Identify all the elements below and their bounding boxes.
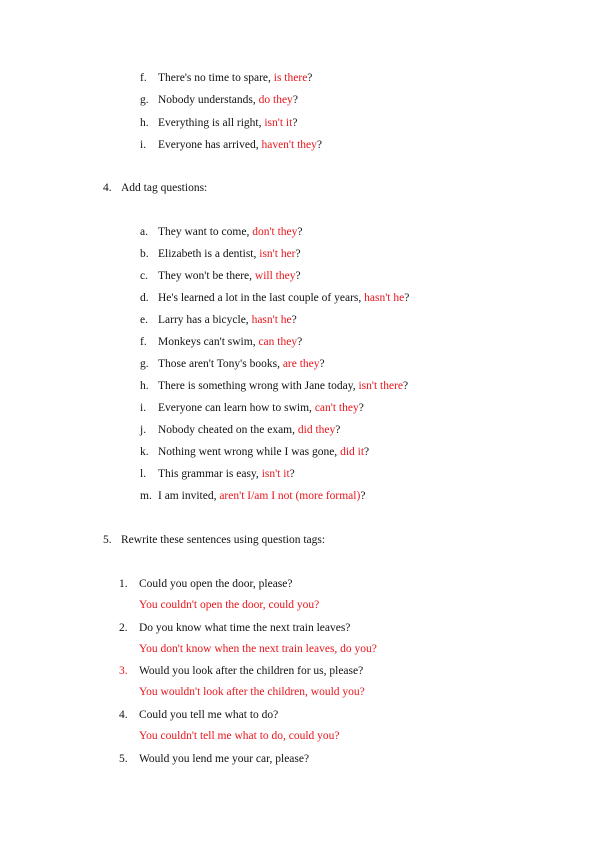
item-text: Monkeys can't swim, [158,336,259,348]
tag-answer: is there [273,72,308,84]
tag-answer: did they [297,424,336,436]
list-marker: h. [140,380,149,392]
list-marker: g. [140,94,149,106]
list-marker: f. [140,72,147,84]
item-text: They won't be there, [158,270,255,282]
tag-answer: aren't I/am I not (more formal) [219,490,361,502]
list-marker: j. [140,424,147,436]
item-end: ? [403,380,409,392]
item-end: ? [364,446,370,458]
list-item [158,357,325,371]
item-text: He's learned a lot in the last couple of years, [158,292,365,304]
list-marker: h. [140,117,149,129]
item-text: Everyone can learn how to swim, [158,402,315,414]
item-end: ? [404,292,410,304]
item-text: Nobody cheated on the exam, [158,424,298,436]
item-end: ? [360,490,366,502]
tag-answer: are they [282,358,320,370]
list-item [158,291,409,305]
list-marker: 3. [119,665,128,677]
tag-answer: hasn't he [251,314,292,326]
list-item [158,247,301,261]
list-marker: i. [140,139,147,151]
list-item [158,225,303,239]
item-text: Nobody understands, [158,94,259,106]
item-text: Larry has a bicycle, [158,314,252,326]
item-text: Everyone has arrived, [158,139,262,151]
question-text: Could you open the door, please? [139,578,293,590]
list-marker: l. [140,468,147,480]
item-text: Nothing went wrong while I was gone, [158,446,341,458]
list-marker: 1. [119,578,128,590]
item-end: ? [295,270,301,282]
rewrite-answer: You couldn't tell me what to do, could you? [139,730,340,742]
item-text: I am invited, [158,490,220,502]
item-end: ? [316,139,322,151]
list-marker: m. [140,490,152,502]
rewrite-answer: You don't know when the next train leaves, do you? [139,643,377,655]
list-marker: b. [140,248,149,260]
item-end: ? [297,226,303,238]
item-end: ? [335,424,341,436]
item-text: Elizabeth is a dentist, [158,248,260,260]
question-text: Would you look after the children for us, please? [139,665,364,677]
section-number: 5. [103,534,112,546]
question-text: Would you lend me your car, please? [139,753,310,765]
item-end: ? [292,94,298,106]
tag-answer: don't they [252,226,298,238]
item-text: Everything is all right, [158,117,265,129]
section-heading: Rewrite these sentences using question tags: [121,534,326,546]
list-marker: 4. [119,709,128,721]
item-text: Those aren't Tony's books, [158,358,283,370]
list-item [158,116,297,130]
item-end: ? [307,72,313,84]
list-item [158,71,312,85]
list-marker: d. [140,292,149,304]
list-item [158,489,365,503]
list-marker: a. [140,226,148,238]
list-marker: f. [140,336,147,348]
list-item [158,445,369,459]
list-item [158,467,295,481]
item-text: There's no time to spare, [158,72,274,84]
item-end: ? [295,248,301,260]
item-text: They want to come, [158,226,253,238]
list-marker: i. [140,402,147,414]
list-item [158,138,322,152]
item-end: ? [292,117,298,129]
tag-answer: can they [258,336,298,348]
list-item [158,335,302,349]
rewrite-answer: You wouldn't look after the children, would you? [139,686,365,698]
item-end: ? [291,314,297,326]
list-item [158,269,301,283]
tag-answer: will they [254,270,296,282]
list-item [158,313,297,327]
item-end: ? [289,468,295,480]
list-marker: k. [140,446,149,458]
item-end: ? [319,358,325,370]
tag-answer: can't they [314,402,359,414]
item-text: There is something wrong with Jane today, [158,380,359,392]
list-item [158,401,364,415]
list-item [158,93,298,107]
list-item [158,423,340,437]
item-end: ? [297,336,303,348]
item-end: ? [358,402,364,414]
tag-answer: did it [340,446,365,458]
tag-answer: hasn't he [364,292,405,304]
tag-answer: do they [258,94,293,106]
tag-answer: isn't it [261,468,290,480]
question-text: Do you know what time the next train leaves? [139,622,351,634]
section-heading: Add tag questions: [121,182,208,194]
tag-answer: isn't it [264,117,293,129]
tag-answer: isn't her [259,248,296,260]
list-marker: 2. [119,622,128,634]
question-text: Could you tell me what to do? [139,709,279,721]
list-item [158,379,408,393]
list-marker: 5. [119,753,128,765]
tag-answer: isn't there [358,380,404,392]
tag-answer: haven't they [261,139,317,151]
section-number: 4. [103,182,112,194]
list-marker: c. [140,270,148,282]
item-text: This grammar is easy, [158,468,262,480]
rewrite-answer: You couldn't open the door, could you? [139,599,320,611]
list-marker: e. [140,314,148,326]
list-marker: g. [140,358,149,370]
